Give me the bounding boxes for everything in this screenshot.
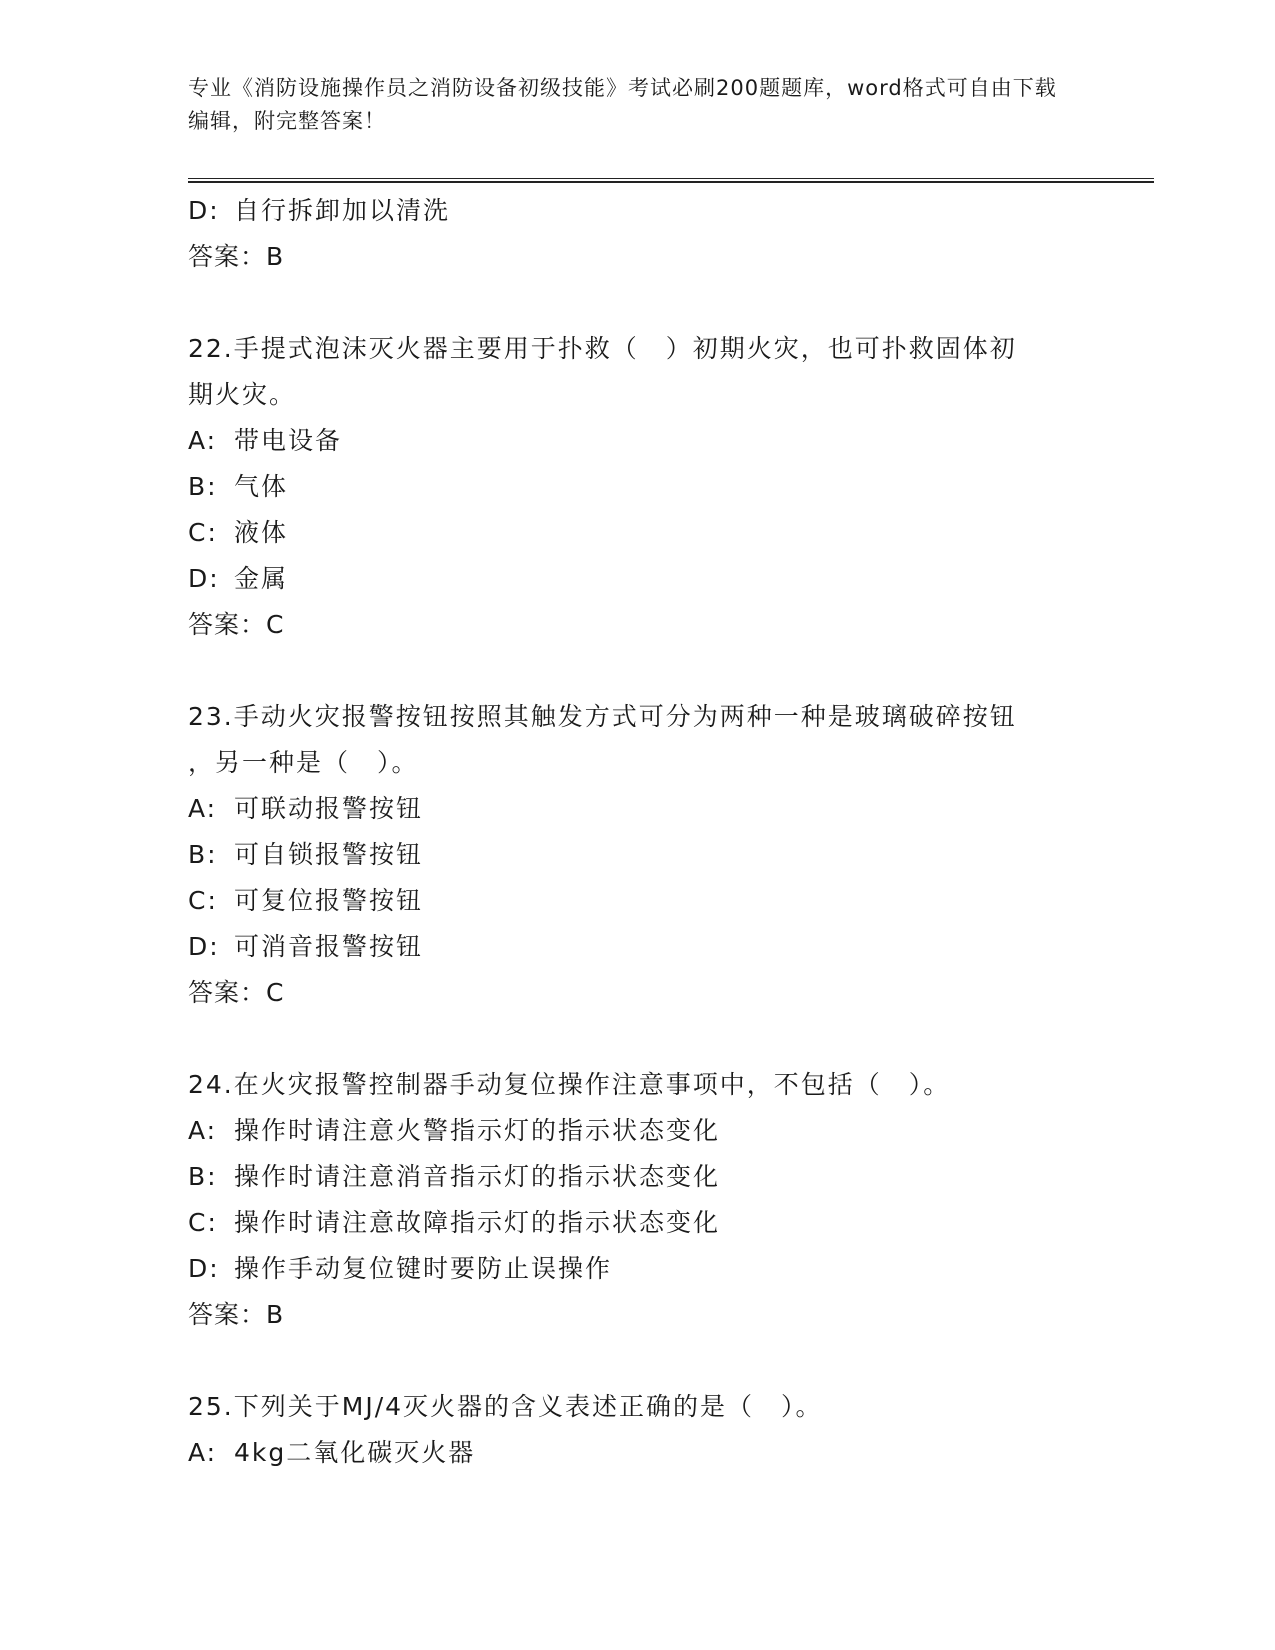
option-b: B: 操作时请注意消音指示灯的指示状态变化 — [188, 1162, 721, 1191]
answer: 答案：C — [188, 610, 285, 639]
header-divider — [188, 178, 1154, 183]
option-d: D: 可消音报警按钮 — [188, 932, 424, 961]
question-23 — [188, 694, 1088, 1016]
answer: 答案：C — [188, 978, 285, 1007]
question-stem-cont: ，另一种是（ ）。 — [188, 748, 419, 777]
option-a: A: 操作时请注意火警指示灯的指示状态变化 — [188, 1116, 721, 1145]
option-c: C: 液体 — [188, 518, 289, 547]
question-list — [188, 188, 1088, 1476]
option-d: D: 自行拆卸加以清洗 — [188, 196, 451, 225]
question-24 — [188, 1062, 1088, 1338]
document-title: 专业《消防设施操作员之消防设备初级技能》考试必刷200题题库，word格式可自由下载编辑，附完整答案！ — [188, 76, 1057, 133]
option-c: C: 操作时请注意故障指示灯的指示状态变化 — [188, 1208, 721, 1237]
question-stem: 25.下列关于MJ/4灭火器的含义表述正确的是（ ）。 — [188, 1392, 823, 1421]
option-a: A: 可联动报警按钮 — [188, 794, 424, 823]
option-a: A: 4kg二氧化碳灭火器 — [188, 1438, 476, 1467]
option-b: B: 可自锁报警按钮 — [188, 840, 424, 869]
option-d: D: 金属 — [188, 564, 289, 593]
page-header — [188, 72, 1068, 138]
option-c: C: 可复位报警按钮 — [188, 886, 424, 915]
option-b: B: 气体 — [188, 472, 289, 501]
option-a: A: 带电设备 — [188, 426, 343, 455]
question-22 — [188, 326, 1088, 648]
question-25 — [188, 1384, 1088, 1476]
option-d: D: 操作手动复位键时要防止误操作 — [188, 1254, 613, 1283]
question-stem: 22.手提式泡沫灭火器主要用于扑救（ ）初期火灾，也可扑救固体初 — [188, 334, 1017, 363]
question-stem: 23.手动火灾报警按钮按照其触发方式可分为两种一种是玻璃破碎按钮 — [188, 702, 1017, 731]
answer: 答案：B — [188, 242, 285, 271]
answer: 答案：B — [188, 1300, 285, 1329]
question-stem: 24.在火灾报警控制器手动复位操作注意事项中，不包括（ ）。 — [188, 1070, 951, 1099]
question-stem-cont: 期火灾。 — [188, 380, 297, 409]
